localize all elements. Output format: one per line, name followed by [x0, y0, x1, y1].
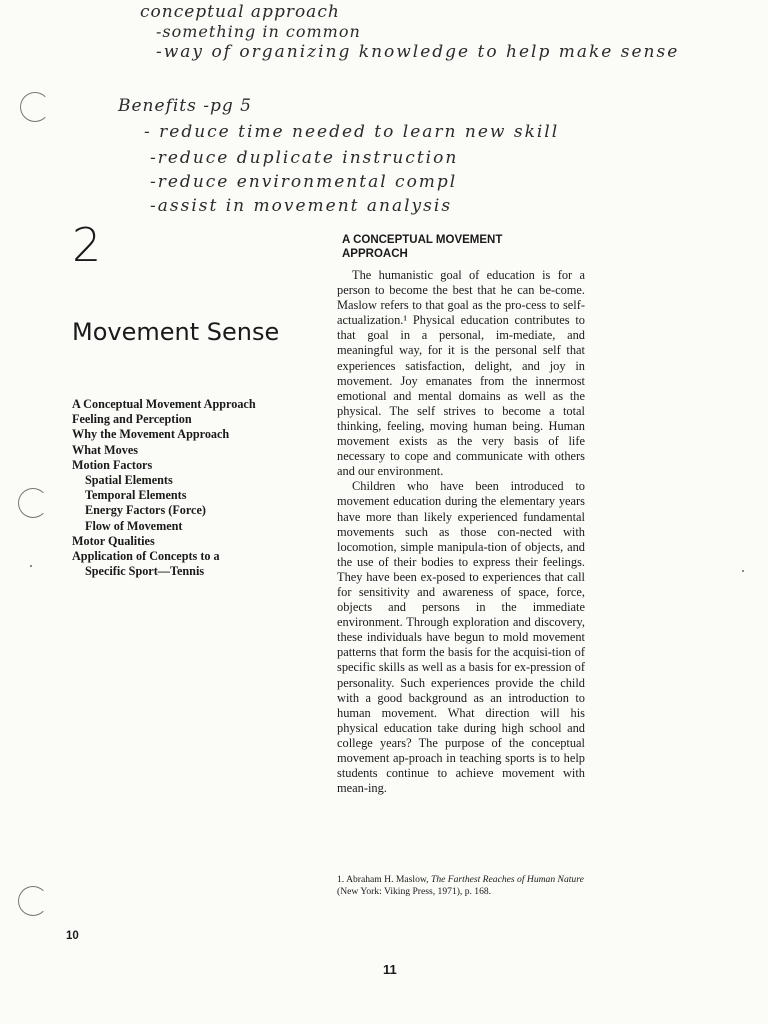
page-number-left: 10 — [66, 930, 79, 942]
footnote-book-title: The Farthest Reaches of Human Nature — [430, 874, 584, 885]
chapter-title: Movement Sense — [72, 318, 280, 346]
toc-item: Motor Qualities — [72, 533, 155, 548]
toc-item: Application of Concepts to a — [72, 549, 220, 564]
footnote-suffix: (New York: Viking Press, 1971), p. 168. — [337, 886, 492, 897]
footnote-prefix: 1. Abraham H. Maslow, — [337, 874, 431, 885]
toc-item: Motion Factors — [72, 457, 153, 472]
note-line: -reduce duplicate instruction — [150, 148, 459, 168]
note-line: -way of organizing knowledge to help make sense — [156, 42, 680, 62]
note-line: - reduce time needed to learn new skill — [144, 122, 560, 142]
toc-item: Energy Factors (Force) — [85, 503, 206, 518]
scan-speck — [742, 570, 744, 572]
chapter-number: 2 — [72, 218, 102, 272]
footnote — [337, 874, 587, 898]
chapter-contents-list — [72, 397, 302, 579]
toc-item: Flow of Movement — [85, 518, 183, 533]
page-number-right: 11 — [383, 962, 397, 977]
body-text — [337, 268, 585, 796]
toc-item: Spatial Elements — [85, 473, 173, 488]
note-line: conceptual approach — [140, 2, 340, 22]
binder-hole — [18, 488, 48, 518]
binder-hole — [20, 92, 50, 122]
toc-item: A Conceptual Movement Approach — [72, 397, 256, 411]
toc-item: Specific Sport—Tennis — [85, 564, 205, 579]
binder-hole — [18, 886, 48, 916]
toc-item: Temporal Elements — [85, 488, 187, 503]
body-paragraph: Children who have been introduced to movement education during the elementary years have more than likely experienced fundamental movements such as those con-nected with locomotion, simple manipula-tion of objects, and the use of their bodies to express their feelings. They have been ex-posed to experiences that call for sensitivity and awareness of space, force, objects and persons in the immediate environment. Through exploration and discovery, these individuals have begun to mold movement patterns that form the basis for the acquisi-tion of specific skills as well as a basis for ex-pression of personality. Such experiences provide the child with a good background as an introduction to human movement. What direction will his physical education take during high school and college years? The purpose of the conceptual movement ap-proach in teaching sports is to help students continue to achieve movement with mean-ing. — [337, 479, 585, 796]
section-heading: A CONCEPTUAL MOVEMENT APPROACH — [342, 234, 503, 260]
note-line: Benefits -pg 5 — [118, 96, 252, 116]
toc-item: What Moves — [72, 442, 139, 457]
note-line: -assist in movement analysis — [150, 196, 453, 216]
note-line: -reduce environmental compl — [150, 172, 458, 192]
note-line: -something in common — [156, 22, 361, 41]
body-paragraph: The humanistic goal of education is for a person to become the best that he can be-come. Maslow refers to that goal as the pro-cess to self-actualization.¹ Physical education contributes to that goal in a personal, im-mediate, and meaningful way, for it is the personal self that experiences satisfaction, delight, and joy in movement. Joy emanates from the innermost emotional and mental domains as well as the physical. The self strives to become a total thinking, feeling, moving human being. Human movement exists as the very basis of life necessary to cope and communicate with others and our environment. — [337, 268, 585, 479]
scan-speck — [30, 565, 32, 567]
toc-item: Why the Movement Approach — [72, 427, 230, 442]
toc-item: Feeling and Perception — [72, 412, 192, 427]
